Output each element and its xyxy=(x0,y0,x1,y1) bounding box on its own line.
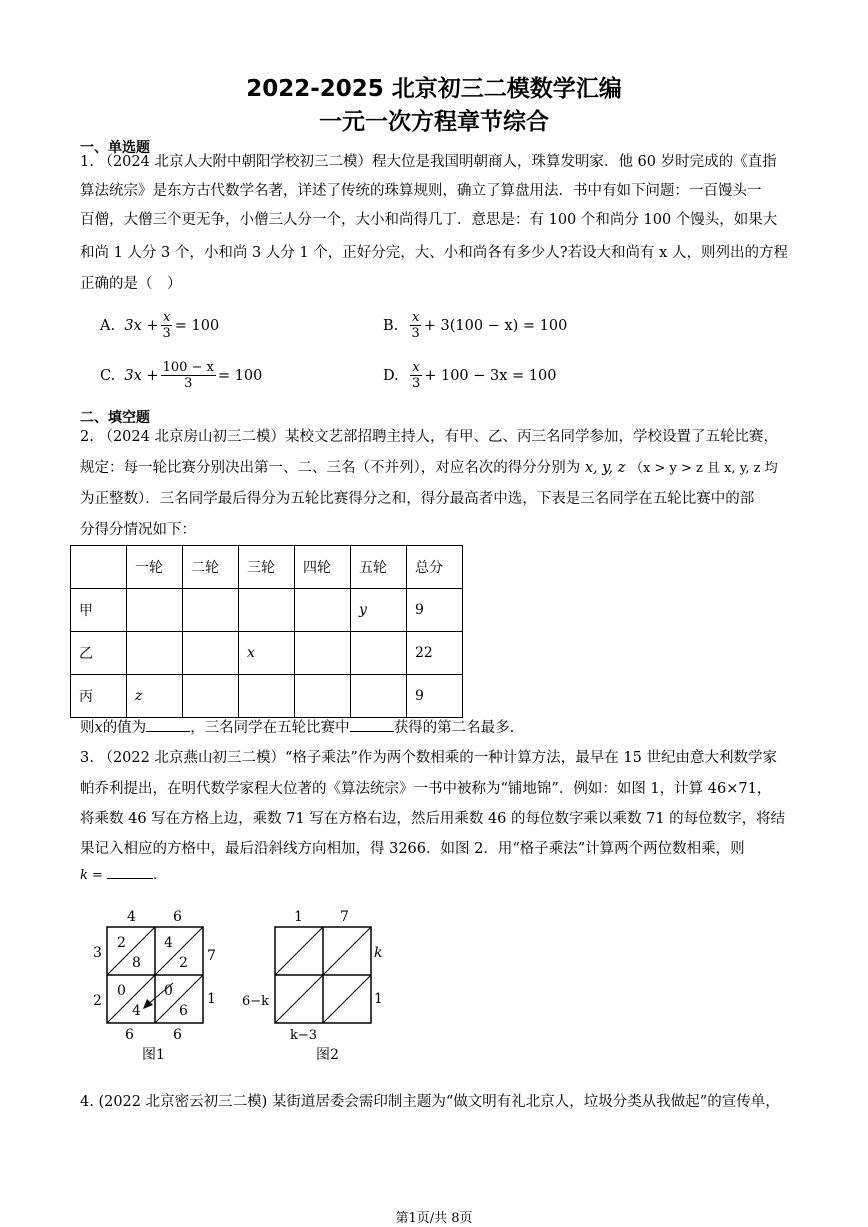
fig2-right-digit: 1 xyxy=(374,991,383,1007)
q2-answer-line xyxy=(80,716,514,737)
q2-after-b: 的值为 xyxy=(102,720,147,736)
table-cell xyxy=(351,632,407,675)
fig1-cell-digit: 2 xyxy=(117,935,126,951)
table-header-cell: 总分 xyxy=(407,546,463,589)
q1-line-4: 和尚 1 人分 3 个，小和尚 3 人分 1 个，正好分完，大、小和尚各有多少人?若设大和尚有 x 人，则列出的方程 xyxy=(80,245,788,261)
q1-line-2: 算法统宗》是东方古代数学名著，详述了传统的珠算规则，确立了算盘用法．书中有如下问题：一百馒头一 xyxy=(80,183,762,199)
table-header-cell: 四轮 xyxy=(295,546,351,589)
q1-line-3: 百僧，大僧三个更无争，小僧三人分一个，大小和尚得几丁．意思是：有 100 个和尚分 100 个馒头，如果大 xyxy=(80,212,778,228)
table-cell: 丙 xyxy=(71,675,127,718)
q3-line-1: 3. （2022 北京燕山初三二模）“格子乘法”作为两个数相乘的一种计算方法，最早在 15 世纪由意大利数学家 xyxy=(80,750,777,766)
table-cell: y xyxy=(351,589,407,632)
table-cell: 甲 xyxy=(71,589,127,632)
table-cell: x xyxy=(239,632,295,675)
table-cell: 9 xyxy=(407,589,463,632)
option-a xyxy=(100,310,219,341)
table-header-cell: 五轮 xyxy=(351,546,407,589)
q3-line-2: 帕乔利提出，在明代数学家程大位著的《算法统宗》一书中被称为“铺地锦”．例如：如图 1，计算 46×71， xyxy=(80,781,772,797)
fig1-left-digit: 2 xyxy=(93,993,102,1009)
fig1-cell-digit: 8 xyxy=(132,955,141,971)
fig2-left-label: 6−k xyxy=(242,994,270,1009)
fig2-diag xyxy=(323,975,371,1023)
fig2-top-digit: 7 xyxy=(340,909,349,925)
fig1-right-digit: 7 xyxy=(207,948,216,964)
table-cell xyxy=(351,675,407,718)
fig1-bottom-digit: 6 xyxy=(125,1027,134,1043)
table-cell xyxy=(127,589,183,632)
option-a-num: x xyxy=(162,310,171,325)
option-a-den: 3 xyxy=(162,326,171,341)
page-title: 2022-2025 北京初三二模数学汇编 xyxy=(246,76,622,102)
option-a-pre: 3x + xyxy=(124,317,159,334)
q2-line-2b: x, y, z xyxy=(584,460,626,476)
fig1-right-digit: 1 xyxy=(207,991,216,1007)
score-table xyxy=(70,545,463,718)
q3-k-line: k = . xyxy=(80,868,158,883)
option-c-den: 3 xyxy=(184,376,193,391)
fig1-diag xyxy=(107,927,155,975)
answer-blank-1[interactable] xyxy=(146,719,190,732)
option-a-letter: A. xyxy=(100,317,116,334)
table-header-cell: 一轮 xyxy=(127,546,183,589)
page-subtitle: 一元一次方程章节综合 xyxy=(319,109,549,135)
fig1-cell-digit: 4 xyxy=(132,1003,141,1019)
q2-after-d: 获得的第二名最多. xyxy=(393,720,515,736)
fig2-bottom-label: k−3 xyxy=(290,1028,318,1043)
option-b-post: + 3(100 − x) = 100 xyxy=(423,317,568,334)
q2-after-c: ，三名同学在五轮比赛中 xyxy=(190,720,350,736)
table-cell xyxy=(239,589,295,632)
table-header-cell xyxy=(71,546,127,589)
fig1-cell-digit: 2 xyxy=(179,955,188,971)
fig1-caption: 图1 xyxy=(142,1047,165,1063)
fig2-right-k: k xyxy=(374,945,383,961)
fig2-diag xyxy=(275,927,323,975)
option-d-post: + 100 − 3x = 100 xyxy=(424,367,557,384)
option-d-fraction xyxy=(410,360,422,391)
section-heading-single-choice: 一、单选题 xyxy=(80,140,150,156)
option-c-pre: 3x + xyxy=(124,367,159,384)
option-c-num: 100 − x xyxy=(162,360,214,375)
table-cell xyxy=(295,632,351,675)
q2-line-2 xyxy=(80,456,778,477)
option-b-den: 3 xyxy=(411,326,420,341)
q2-line-2c: （x > y > z 且 x, y, z 均 xyxy=(630,461,778,476)
fig1-cell-digit: 0 xyxy=(117,983,126,999)
table-row xyxy=(71,589,463,632)
fig1-cell-digit: 0 xyxy=(164,983,173,999)
option-b-num: x xyxy=(411,310,420,325)
fig1-cell-digit: 6 xyxy=(179,1003,188,1019)
option-c-letter: C. xyxy=(100,367,116,384)
table-cell xyxy=(239,675,295,718)
q2-line-2a: 规定：每一轮比赛分别决出第一、二、三名（不并列），对应名次的得分分别为 xyxy=(80,460,581,476)
option-b-letter: B. xyxy=(383,317,399,334)
section-heading-fill-blank: 二、填空题 xyxy=(80,410,150,426)
q2-after-x: x xyxy=(94,720,103,736)
option-d-num: x xyxy=(412,360,420,375)
table-cell: 乙 xyxy=(71,632,127,675)
table-row xyxy=(71,675,463,718)
q2-line-3: 为正整数）．三名同学最后得分为五轮比赛得分之和，得分最高者中选，下表是三名同学在五轮比赛中的部 xyxy=(80,491,755,507)
option-a-fraction xyxy=(160,310,172,341)
option-a-post: = 100 xyxy=(174,317,220,334)
option-c-post: = 100 xyxy=(217,367,263,384)
q3-line-3: 将乘数 46 写在方格上边，乘数 71 写在方格右边，然后用乘数 46 的每位数字乘以乘数 71 的每位数字，将结 xyxy=(80,811,786,827)
figure-2-lattice xyxy=(240,905,400,1065)
answer-blank-2[interactable] xyxy=(350,719,394,732)
fig1-top-digit: 4 xyxy=(127,909,136,925)
q1-line-5: 正确的是（ ） xyxy=(80,276,182,292)
option-d-den: 3 xyxy=(411,376,421,391)
table-cell: z xyxy=(127,675,183,718)
q2-after-a: 则 xyxy=(80,720,95,736)
table-cell xyxy=(183,589,239,632)
q3-line-4: 果记入相应的方格中，最后沿斜线方向相加，得 3266．如图 2．用“格子乘法”计算两个两位数相乘，则 xyxy=(80,841,745,857)
option-b xyxy=(383,310,567,341)
q2-line-4: 分得分情况如下： xyxy=(80,522,196,538)
option-d-letter: D. xyxy=(383,367,399,384)
table-header-row xyxy=(71,546,463,589)
fig1-cell-digit: 4 xyxy=(164,935,173,951)
figure-1-lattice xyxy=(85,905,225,1065)
fig1-left-digit: 3 xyxy=(93,945,102,961)
fig2-caption: 图2 xyxy=(316,1047,339,1063)
option-c xyxy=(100,360,262,391)
table-cell xyxy=(127,632,183,675)
q2-line-1: 2. （2024 北京房山初三二模）某校文艺部招聘主持人，有甲、乙、丙三名同学参加，学校设置了五轮比赛， xyxy=(80,429,778,445)
option-d xyxy=(383,360,556,391)
fig1-top-digit: 6 xyxy=(173,909,182,925)
table-row xyxy=(71,632,463,675)
fig2-top-digit: 1 xyxy=(294,909,303,925)
table-cell xyxy=(295,675,351,718)
table-header-cell: 二轮 xyxy=(183,546,239,589)
page-footer: 第1页/共 8页 xyxy=(395,1211,473,1226)
table-cell xyxy=(183,632,239,675)
table-cell: 22 xyxy=(407,632,463,675)
option-b-fraction xyxy=(409,310,421,341)
table-cell: 9 xyxy=(407,675,463,718)
fig1-arrow-head xyxy=(143,999,153,1009)
table-cell xyxy=(295,589,351,632)
q1-line-1: 1. （2024 北京人大附中朝阳学校初三二模）程大位是我国明朝商人，珠算发明家．他 60 岁时完成的《直指 xyxy=(80,154,777,170)
table-header-cell: 三轮 xyxy=(239,546,295,589)
option-c-fraction xyxy=(161,360,216,391)
k-label: k = xyxy=(80,868,103,883)
answer-blank-k[interactable] xyxy=(107,866,153,879)
q4-line-1: 4. (2022 北京密云初三二模) 某街道居委会需印制主题为“做文明有礼北京人，垃圾分类从我做起”的宣传单， xyxy=(80,1094,780,1110)
table-cell xyxy=(183,675,239,718)
fig1-bottom-digit: 6 xyxy=(173,1027,182,1043)
